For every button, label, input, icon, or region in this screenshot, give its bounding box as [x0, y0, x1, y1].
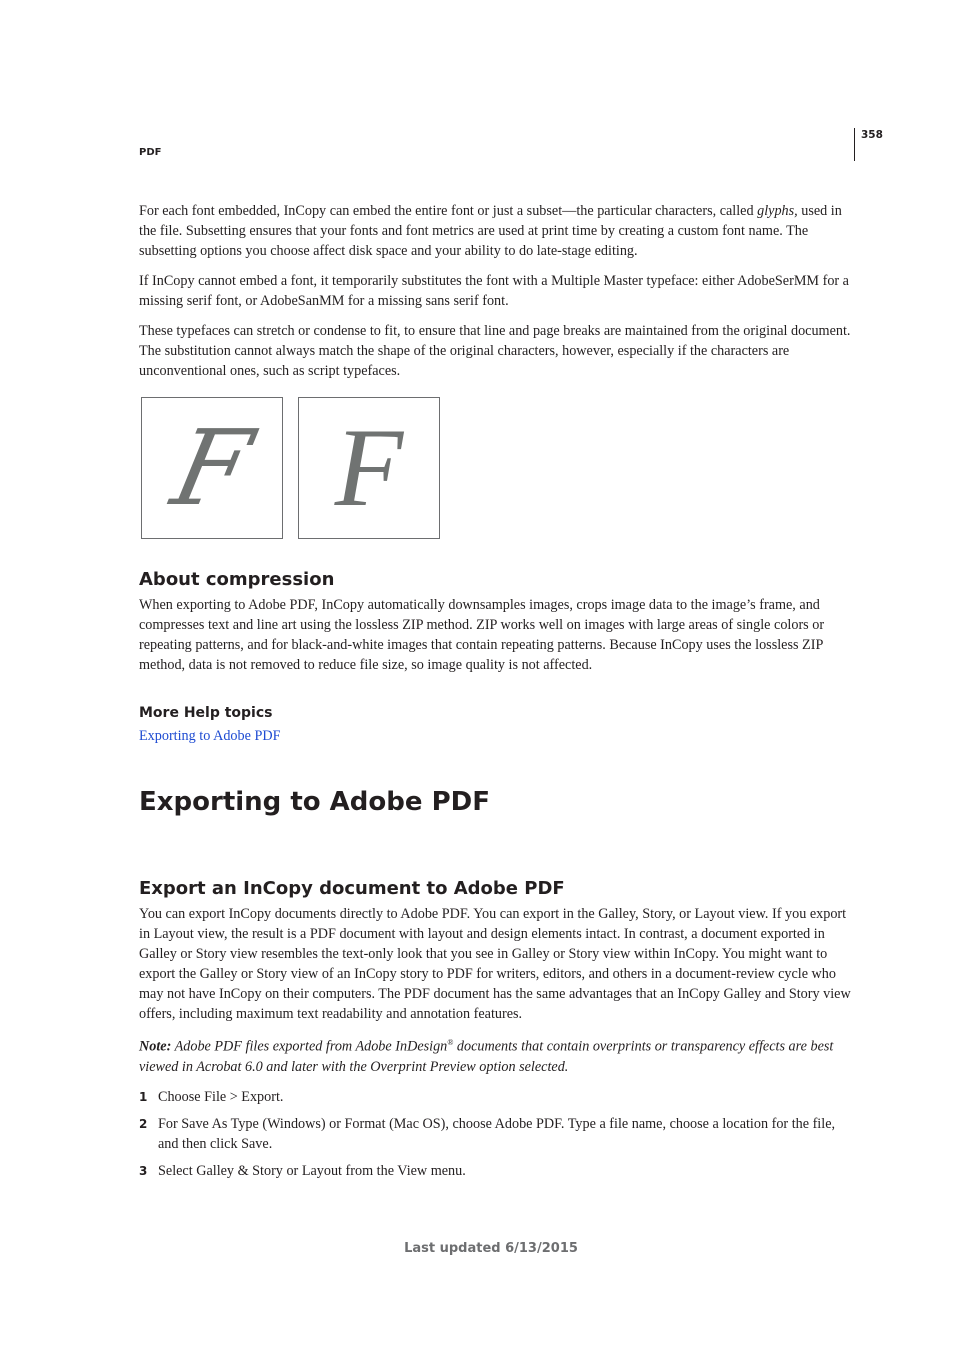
step-number: 3: [139, 1163, 148, 1178]
original-glyph-box: [141, 397, 283, 539]
page-number-rule: [854, 128, 855, 161]
main-content: [139, 201, 855, 1188]
list-item: [139, 1087, 855, 1107]
original-script-glyph: F: [162, 407, 262, 529]
heading-exporting-to-adobe-pdf: Exporting to Adobe PDF: [139, 787, 490, 817]
paragraph-font-embedding: [139, 201, 855, 261]
step-number: 2: [139, 1116, 148, 1131]
note: [139, 1033, 855, 1077]
paragraph-typefaces: These typefaces can stretch or condense to fit, to ensure that line and page breaks are maintained from the original document. The substitution cannot always match the shape of the original characters, however, especially if the characters are unconventional ones, such as script typefaces.: [139, 323, 851, 379]
page-number: 358: [861, 129, 883, 141]
running-head: PDF: [139, 147, 162, 158]
paragraph-font-substitution: If InCopy cannot embed a font, it temporarily substitutes the font with a Multiple Master typeface: either AdobeSerMM for a missing serif font, or AdobeSanMM for a missing sans serif font.: [139, 273, 849, 309]
step-number: 1: [139, 1089, 148, 1104]
paragraph-text: For each font embedded, InCopy can embed the entire font or just a subset—the particular characters, called: [139, 203, 758, 219]
heading-about-compression: About compression: [139, 569, 335, 590]
note-label: Note:: [139, 1038, 172, 1055]
substituted-glyph: F: [334, 406, 404, 530]
glyph-comparison-figure: [139, 397, 855, 541]
list-item: [139, 1114, 855, 1154]
footer-last-updated: Last updated 6/13/2015: [404, 1241, 578, 1256]
glyphs-term: glyphs,: [757, 203, 798, 219]
step-text: Select Galley & Story or Layout from the View menu.: [158, 1162, 466, 1179]
note-text: Adobe PDF files exported from Adobe InDesign: [171, 1038, 448, 1055]
steps-list: [139, 1087, 855, 1181]
step-text: Choose File > Export.: [158, 1088, 284, 1105]
paragraph-compression: When exporting to Adobe PDF, InCopy automatically downsamples images, crops image data to the image’s frame, and compresses text and line art using the lossless ZIP method. ZIP works well on images with large areas of single colors or repeating patterns, and for black-and-white images that contain repeating patterns. Because InCopy uses the lossless ZIP method, data is not removed to reduce file size, so image quality is not affected.: [139, 597, 825, 673]
step-text: For Save As Type (Windows) or Format (Mac OS), choose Adobe PDF. Type a file name, choose a location for the file, and then click Save.: [158, 1115, 836, 1152]
paragraph-export: You can export InCopy documents directly to Adobe PDF. You can export in the Galley, Story, or Layout view. If you export in Layout view, the result is a PDF document with layout and design elements intact. In contrast, a document exported in Galley or Story view resembles the text-only look that you see in Galley or Story view within InCopy. You might want to export the Galley or Story view of an InCopy story to PDF for writers, editors, and others in a document-review cycle who may not have InCopy on their computers. The PDF document has the same advantages that an InCopy Galley and Story view offers, including maximum text readability and annotation features.: [139, 906, 851, 1022]
heading-export-incopy-document: Export an InCopy document to Adobe PDF: [139, 878, 565, 899]
more-help-heading: More Help topics: [139, 705, 273, 721]
substituted-glyph-box: [298, 397, 440, 539]
paragraph-text: used in the file. Subsetting ensures that your fonts and font metrics are used at print time by creating a custom font name. The subsetting options you choose affect disk space and your ability to do late-stage editing.: [139, 203, 842, 259]
list-item: [139, 1161, 855, 1181]
link-exporting-to-adobe-pdf[interactable]: Exporting to Adobe PDF: [139, 728, 281, 744]
note-text: documents that contain overprints or transparency effects are best viewed in Acrobat 6.0 and later with the Overprint Preview option selected.: [139, 1038, 834, 1075]
registered-mark: ®: [447, 1038, 454, 1047]
